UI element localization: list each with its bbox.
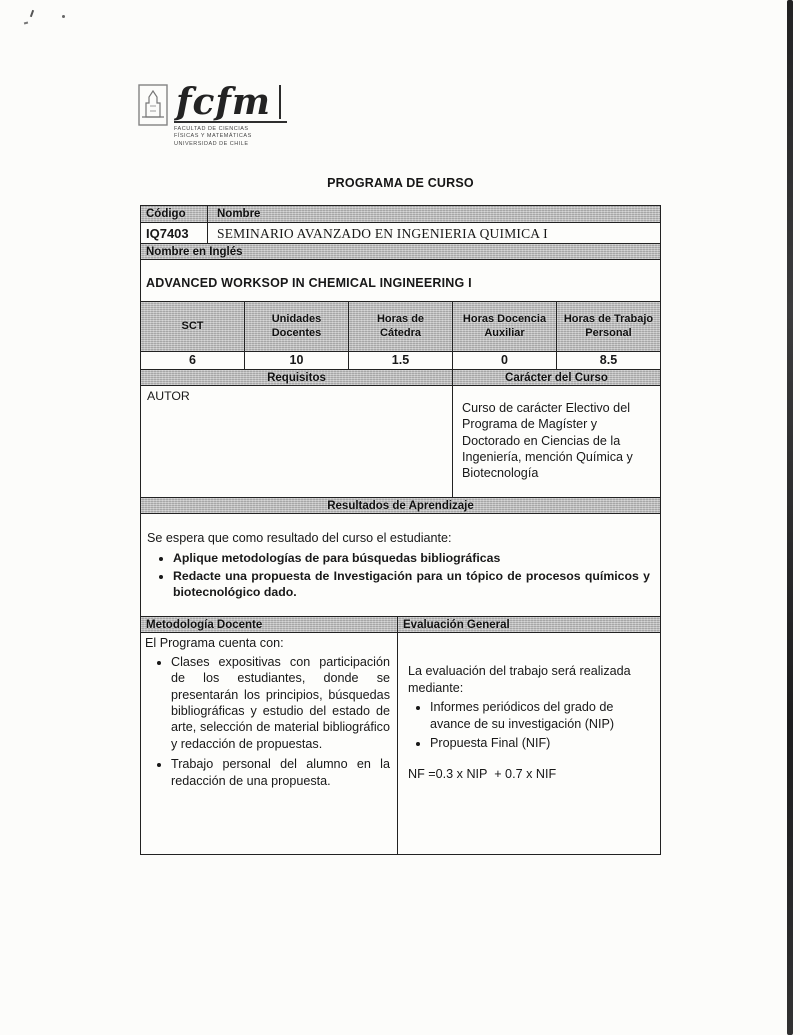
fcfm-logotype: fcfm	[174, 84, 287, 123]
evaluacion-list	[408, 696, 650, 751]
list-item: • Aplique metodologías de para búsquedas bibliográficas	[173, 551, 650, 567]
table-row	[141, 369, 660, 385]
list-item: • Informes periódicos del grado de avance de su investigación (NIP)	[430, 699, 650, 732]
resultados-intro: Se espera que como resultado del curso el estudiante:	[147, 531, 452, 545]
resultados-content	[141, 514, 660, 616]
scan-artifact-line	[787, 0, 793, 1035]
evaluacion-body	[398, 633, 660, 783]
requisitos-header-cell: Requisitos	[141, 370, 452, 385]
table-row	[141, 385, 660, 497]
hours-header-trabajo-personal: Horas de Trabajo Personal	[556, 302, 660, 351]
university-emblem-icon	[138, 84, 168, 126]
table-row	[141, 632, 660, 854]
logo-text-block	[174, 81, 287, 148]
evaluacion-intro: La evaluación del trabajo será realizada mediante:	[408, 664, 631, 695]
evaluacion-header-cell: Evaluación General	[397, 617, 660, 632]
hours-value-sct: 6	[189, 353, 196, 367]
nombre-ingles-header-cell: Nombre en Inglés	[141, 244, 660, 259]
resultados-list	[141, 551, 660, 601]
hours-value-unidades-docentes: 10	[244, 352, 348, 369]
hours-header-docencia-auxiliar: Horas Docencia Auxiliar	[452, 302, 556, 351]
table-row	[141, 497, 660, 513]
hours-value-horas-catedra: 1.5	[348, 352, 452, 369]
table-row	[141, 243, 660, 259]
page-title: PROGRAMA DE CURSO	[327, 176, 474, 190]
hours-header-unidades-docentes: Unidades Docentes	[244, 302, 348, 351]
table-row	[141, 616, 660, 632]
hours-value-row	[141, 351, 660, 369]
hours-header-sct: SCT	[141, 302, 244, 351]
metodologia-header-cell: Metodología Docente	[141, 617, 397, 632]
requisitos-value: AUTOR	[147, 389, 190, 403]
scan-speck	[30, 10, 34, 17]
nombre-value: SEMINARIO AVANZADO EN INGENIERIA QUIMICA I	[207, 223, 660, 243]
codigo-header-cell: Código	[141, 206, 207, 222]
logo-caption-line: FÍSICAS Y MATEMÁTICAS	[174, 133, 252, 140]
metodologia-content	[141, 633, 397, 854]
evaluacion-content	[397, 633, 660, 854]
caracter-value: Curso de carácter Electivo del Programa de Magíster y Doctorado en Ciencias de la Ingeniería, mención Química y Biotecnología	[452, 386, 660, 497]
course-program-table	[140, 205, 661, 855]
metodologia-list	[141, 652, 397, 789]
fcfm-logo	[138, 81, 287, 148]
nombre-ingles-value: ADVANCED WORKSOP IN CHEMICAL INGINEERING I	[146, 276, 472, 290]
table-row	[141, 259, 660, 301]
scan-speck	[62, 15, 65, 18]
logo-caption-line: UNIVERSIDAD DE CHILE	[174, 140, 249, 147]
evaluacion-formula: NF =0.3 x NIP + 0.7 x NIF	[408, 767, 557, 782]
hours-header-horas-catedra: Horas de Cátedra	[348, 302, 452, 351]
table-row	[141, 222, 660, 243]
list-item: • Redacte una propuesta de Investigación para un tópico de procesos químicos y biotecnológico dado.	[173, 569, 650, 601]
list-item: • Trabajo personal del alumno en la redacción de una propuesta.	[171, 756, 390, 789]
metodologia-intro: El Programa cuenta con:	[145, 636, 284, 650]
resultados-header-cell: Resultados de Aprendizaje	[141, 498, 660, 513]
logo-caption	[174, 126, 287, 148]
hours-value-trabajo-personal: 8.5	[556, 352, 660, 369]
nombre-header-cell: Nombre	[207, 206, 660, 222]
list-item: • Propuesta Final (NIF)	[430, 735, 650, 751]
hours-header-row	[141, 301, 660, 351]
caracter-header-cell: Carácter del Curso	[452, 370, 660, 385]
logo-caption-line: FACULTAD DE CIENCIAS	[174, 126, 249, 132]
table-row	[141, 206, 660, 222]
codigo-value: IQ7403	[146, 226, 189, 241]
resultados-row	[141, 513, 660, 616]
scan-speck	[24, 22, 28, 25]
list-item: • Clases expositivas con participación de los estudiantes, donde se presentarán los principios, búsquedas bibliográficas y estudio del estado de arte, selección de material bibliográfico y redacción de propuestas.	[171, 654, 390, 752]
hours-value-docencia-auxiliar: 0	[452, 352, 556, 369]
